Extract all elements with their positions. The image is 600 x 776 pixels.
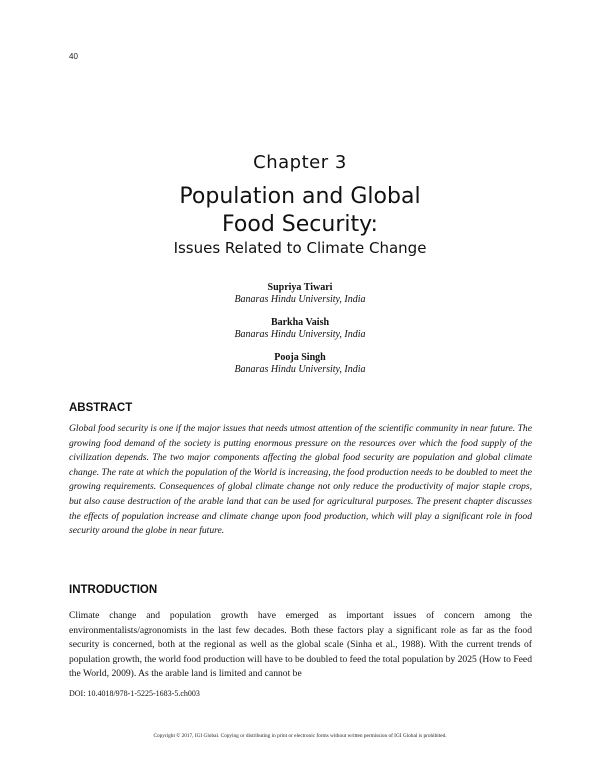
chapter-title [0, 183, 600, 239]
author-block [0, 352, 600, 376]
author-name: Supriya Tiwari [267, 282, 333, 293]
copyright-footer: Copyright © 2017, IGI Global. Copying or distributing in print or electronic forms without written permission of IGI Global is prohibited. [153, 733, 447, 739]
page-number: 40 [69, 52, 78, 61]
author-list [0, 282, 600, 387]
author-block [0, 317, 600, 341]
author-name: Barkha Vaish [270, 317, 330, 328]
author-block [0, 282, 600, 306]
doi-line: DOI: 10.4018/978-1-5225-1683-5.ch003 [69, 689, 200, 698]
abstract-heading: ABSTRACT [69, 402, 133, 414]
chapter-subtitle: Issues Related to Climate Change [173, 239, 427, 257]
chapter-title-line-2: Food Security: [222, 212, 378, 237]
introduction-text: Climate change and population growth have emerged as important issues of concern among the environmentalists/agronomists in the last few decades. Both these factors play a significant role as far as the food security is concerned, both at the regional as well as the global scale (Sinha et al., 1988). With the current trends of population growth, the world food production will have to be doubled to feed the total population by 2025 (How to Feed the World, 2009). As the arable land is limited and cannot be [69, 610, 532, 680]
abstract-text: Global food security is one if the major issues that needs utmost attention of the scientific community in near future. The growing food demand of the society is putting enormous pressure on the resources over which the food supply of the civilization depends. The two major components affecting the global food security are population and global climate change. The rate at which the population of the World is increasing, the food production needs to be doubled to meet the growing requirements. Consequences of global climate change not only reduce the productivity of major staple crops, but also cause destruction of the arable land that can be used for agricultural purposes. The present chapter discusses the effects of population increase and climate change upon food production, which will play a significant role in food security around the globe in near future. [69, 423, 532, 537]
introduction-heading: INTRODUCTION [69, 584, 158, 596]
author-affiliation: Banaras Hindu University, India [234, 329, 366, 340]
author-name: Pooja Singh [274, 352, 326, 363]
author-affiliation: Banaras Hindu University, India [234, 364, 366, 375]
author-affiliation: Banaras Hindu University, India [234, 294, 366, 305]
chapter-title-line-1: Population and Global [179, 184, 421, 209]
chapter-label: Chapter 3 [253, 152, 347, 173]
